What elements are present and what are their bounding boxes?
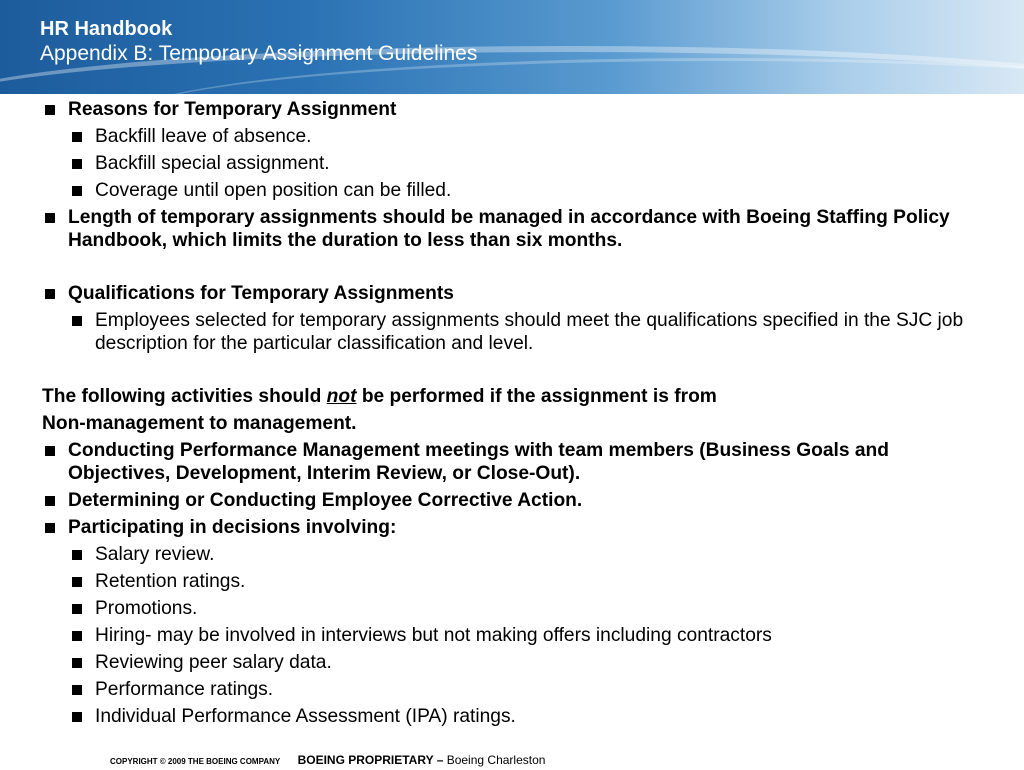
square-bullet-icon [45, 213, 55, 223]
intro-emphasis: not [326, 386, 357, 407]
square-bullet-icon [72, 712, 82, 722]
square-bullet-icon [45, 105, 55, 115]
bullet-text: Hiring- may be involved in interviews but not making offers including contractors [95, 625, 772, 646]
copyright-notice: COPYRIGHT © 2009 THE BOEING COMPANY [110, 757, 281, 766]
bullet-activity-item [42, 439, 992, 485]
bullet-text: Participating in decisions involving: [68, 517, 397, 538]
bullet-decision-item [42, 705, 992, 728]
square-bullet-icon [45, 289, 55, 299]
bullet-text: Retention ratings. [95, 571, 246, 592]
bullet-text: Employees selected for temporary assignments should meet the qualifications specified in the SJC job description for the particular classification and level. [95, 310, 964, 354]
bullet-decision-item [42, 597, 992, 620]
bullet-text: Backfill special assignment. [95, 153, 330, 174]
square-bullet-icon [72, 577, 82, 587]
bullet-duration-policy [42, 206, 992, 252]
intro-text: The following activities should [42, 386, 327, 407]
slide-footer [110, 752, 545, 770]
square-bullet-icon [45, 496, 55, 506]
square-bullet-icon [72, 631, 82, 641]
bullet-text: Backfill leave of absence. [95, 126, 312, 147]
bullet-text: Reasons for Temporary Assignment [68, 99, 397, 120]
footer-location: Boeing Charleston [443, 753, 546, 767]
slide-subtitle: Appendix B: Temporary Assignment Guidelines [40, 42, 478, 65]
square-bullet-icon [72, 685, 82, 695]
square-bullet-icon [72, 604, 82, 614]
square-bullet-icon [72, 658, 82, 668]
bullet-decision-item [42, 678, 992, 701]
bullet-decision-item [42, 624, 992, 647]
bullet-decision-item [42, 651, 992, 674]
bullet-qualification-item [42, 309, 992, 355]
bullet-text: Length of temporary assignments should be managed in accordance with Boeing Staffing Policy Handbook, which limits the duration to less than six months. [68, 207, 950, 251]
square-bullet-icon [45, 523, 55, 533]
proprietary-label: BOEING PROPRIETARY – [297, 753, 444, 767]
square-bullet-icon [72, 186, 82, 196]
bullet-activity-item [42, 516, 992, 539]
activities-intro [42, 385, 992, 408]
square-bullet-icon [72, 132, 82, 142]
square-bullet-icon [72, 550, 82, 560]
activities-intro-line2: Non-management to management. [42, 413, 357, 434]
intro-text: be performed if the assignment is from [356, 386, 717, 407]
bullet-activity-item [42, 489, 992, 512]
square-bullet-icon [45, 446, 55, 456]
bullet-decision-item [42, 543, 992, 566]
square-bullet-icon [72, 159, 82, 169]
square-bullet-icon [72, 316, 82, 326]
bullet-text: Promotions. [95, 598, 198, 619]
slide-body [42, 98, 992, 732]
bullet-text: Determining or Conducting Employee Corrective Action. [68, 490, 583, 511]
bullet-reason-item [42, 179, 992, 202]
bullet-text: Qualifications for Temporary Assignments [68, 283, 454, 304]
bullet-text: Coverage until open position can be filled. [95, 180, 452, 201]
bullet-text: Reviewing peer salary data. [95, 652, 332, 673]
bullet-reason-item [42, 152, 992, 175]
bullet-reasons-heading [42, 98, 992, 121]
bullet-text: Conducting Performance Management meetings with team members (Business Goals and Objectives, Development, Interim Review, or Close-Out). [68, 440, 889, 484]
bullet-text: Salary review. [95, 544, 215, 565]
bullet-text: Performance ratings. [95, 679, 274, 700]
bullet-decision-item [42, 570, 992, 593]
slide-title: HR Handbook [40, 18, 173, 40]
bullet-reason-item [42, 125, 992, 148]
bullet-text: Individual Performance Assessment (IPA) ratings. [95, 706, 516, 727]
slide-header [0, 0, 1024, 94]
bullet-qualifications-heading [42, 282, 992, 305]
